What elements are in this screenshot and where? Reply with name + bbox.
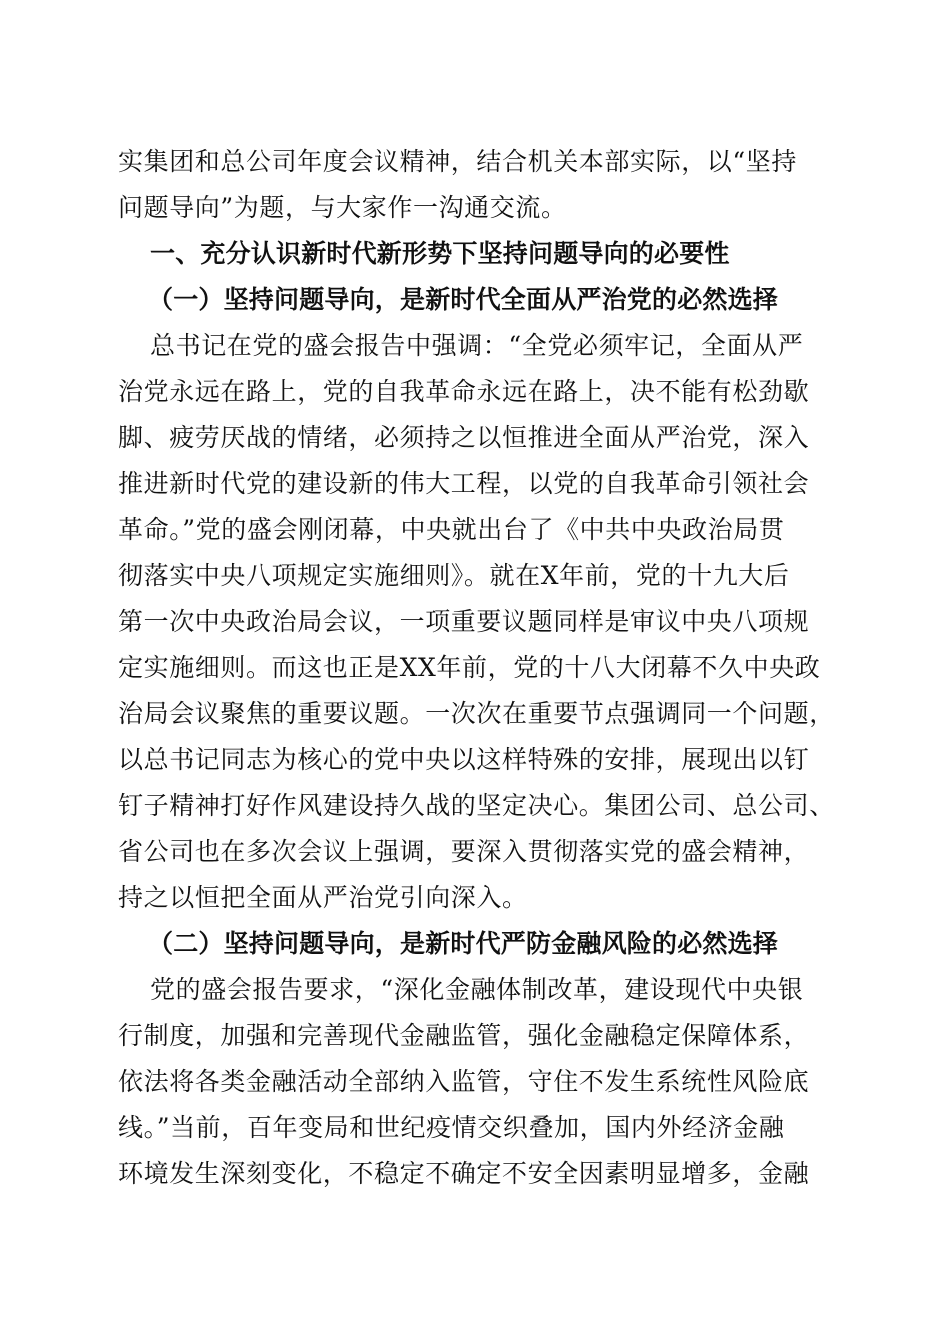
paragraph-line: 线。”当前，百年变局和世纪疫情交织叠加，国内外经济金融 bbox=[118, 1113, 785, 1142]
paragraph-line: 持之以恒把全面从严治党引向深入。 bbox=[118, 883, 528, 912]
paragraph-line: 总书记在党的盛会报告中强调：“全党必须牢记，全面从严 bbox=[150, 331, 804, 360]
section-heading: 一、充分认识新时代新形势下坚持问题导向的必要性 bbox=[150, 239, 730, 268]
paragraph-line: 革命。”党的盛会刚闭幕，中央就出台了《中共中央政治局贯 bbox=[118, 515, 785, 544]
paragraph-line: 脚、疲劳厌战的情绪，必须持之以恒推进全面从严治党，深入 bbox=[118, 423, 810, 452]
paragraph-line: 党的盛会报告要求，“深化金融体制改革，建设现代中央银 bbox=[150, 975, 804, 1004]
paragraph-line: 定实施细则。而这也正是XX年前，党的十八大闭幕不久中央政 bbox=[118, 653, 821, 682]
paragraph-line: 治局会议聚焦的重要议题。一次次在重要节点强调同一个问题， bbox=[118, 699, 835, 728]
subsection-heading-1: （一）坚持问题导向，是新时代全面从严治党的必然选择 bbox=[148, 285, 779, 314]
paragraph-line: 治党永远在路上，党的自我革命永远在路上，决不能有松劲歇 bbox=[118, 377, 810, 406]
paragraph-line: 第一次中央政治局会议，一项重要议题同样是审议中央八项规 bbox=[118, 607, 810, 636]
paragraph-line: 环境发生深刻变化，不稳定不确定不安全因素明显增多，金融 bbox=[118, 1159, 810, 1188]
intro-line-2: 问题导向”为题，与大家作一沟通交流。 bbox=[118, 193, 567, 222]
paragraph-line: 彻落实中央八项规定实施细则》。就在X年前，党的十九大后 bbox=[118, 561, 790, 590]
paragraph-line: 行制度，加强和完善现代金融监管，强化金融稳定保障体系， bbox=[118, 1021, 810, 1050]
intro-line-1: 实集团和总公司年度会议精神，结合机关本部实际，以“坚持 bbox=[118, 147, 797, 176]
paragraph-line: 省公司也在多次会议上强调，要深入贯彻落实党的盛会精神， bbox=[118, 837, 810, 866]
paragraph-line: 以总书记同志为核心的党中央以这样特殊的安排，展现出以钉 bbox=[118, 745, 810, 774]
paragraph-line: 推进新时代党的建设新的伟大工程，以党的自我革命引领社会 bbox=[118, 469, 810, 498]
paragraph-line: 依法将各类金融活动全部纳入监管，守住不发生系统性风险底 bbox=[118, 1067, 810, 1096]
paragraph-line: 钉子精神打好作风建设持久战的坚定决心。集团公司、总公司、 bbox=[118, 791, 835, 820]
subsection-heading-2: （二）坚持问题导向，是新时代严防金融风险的必然选择 bbox=[148, 929, 779, 958]
